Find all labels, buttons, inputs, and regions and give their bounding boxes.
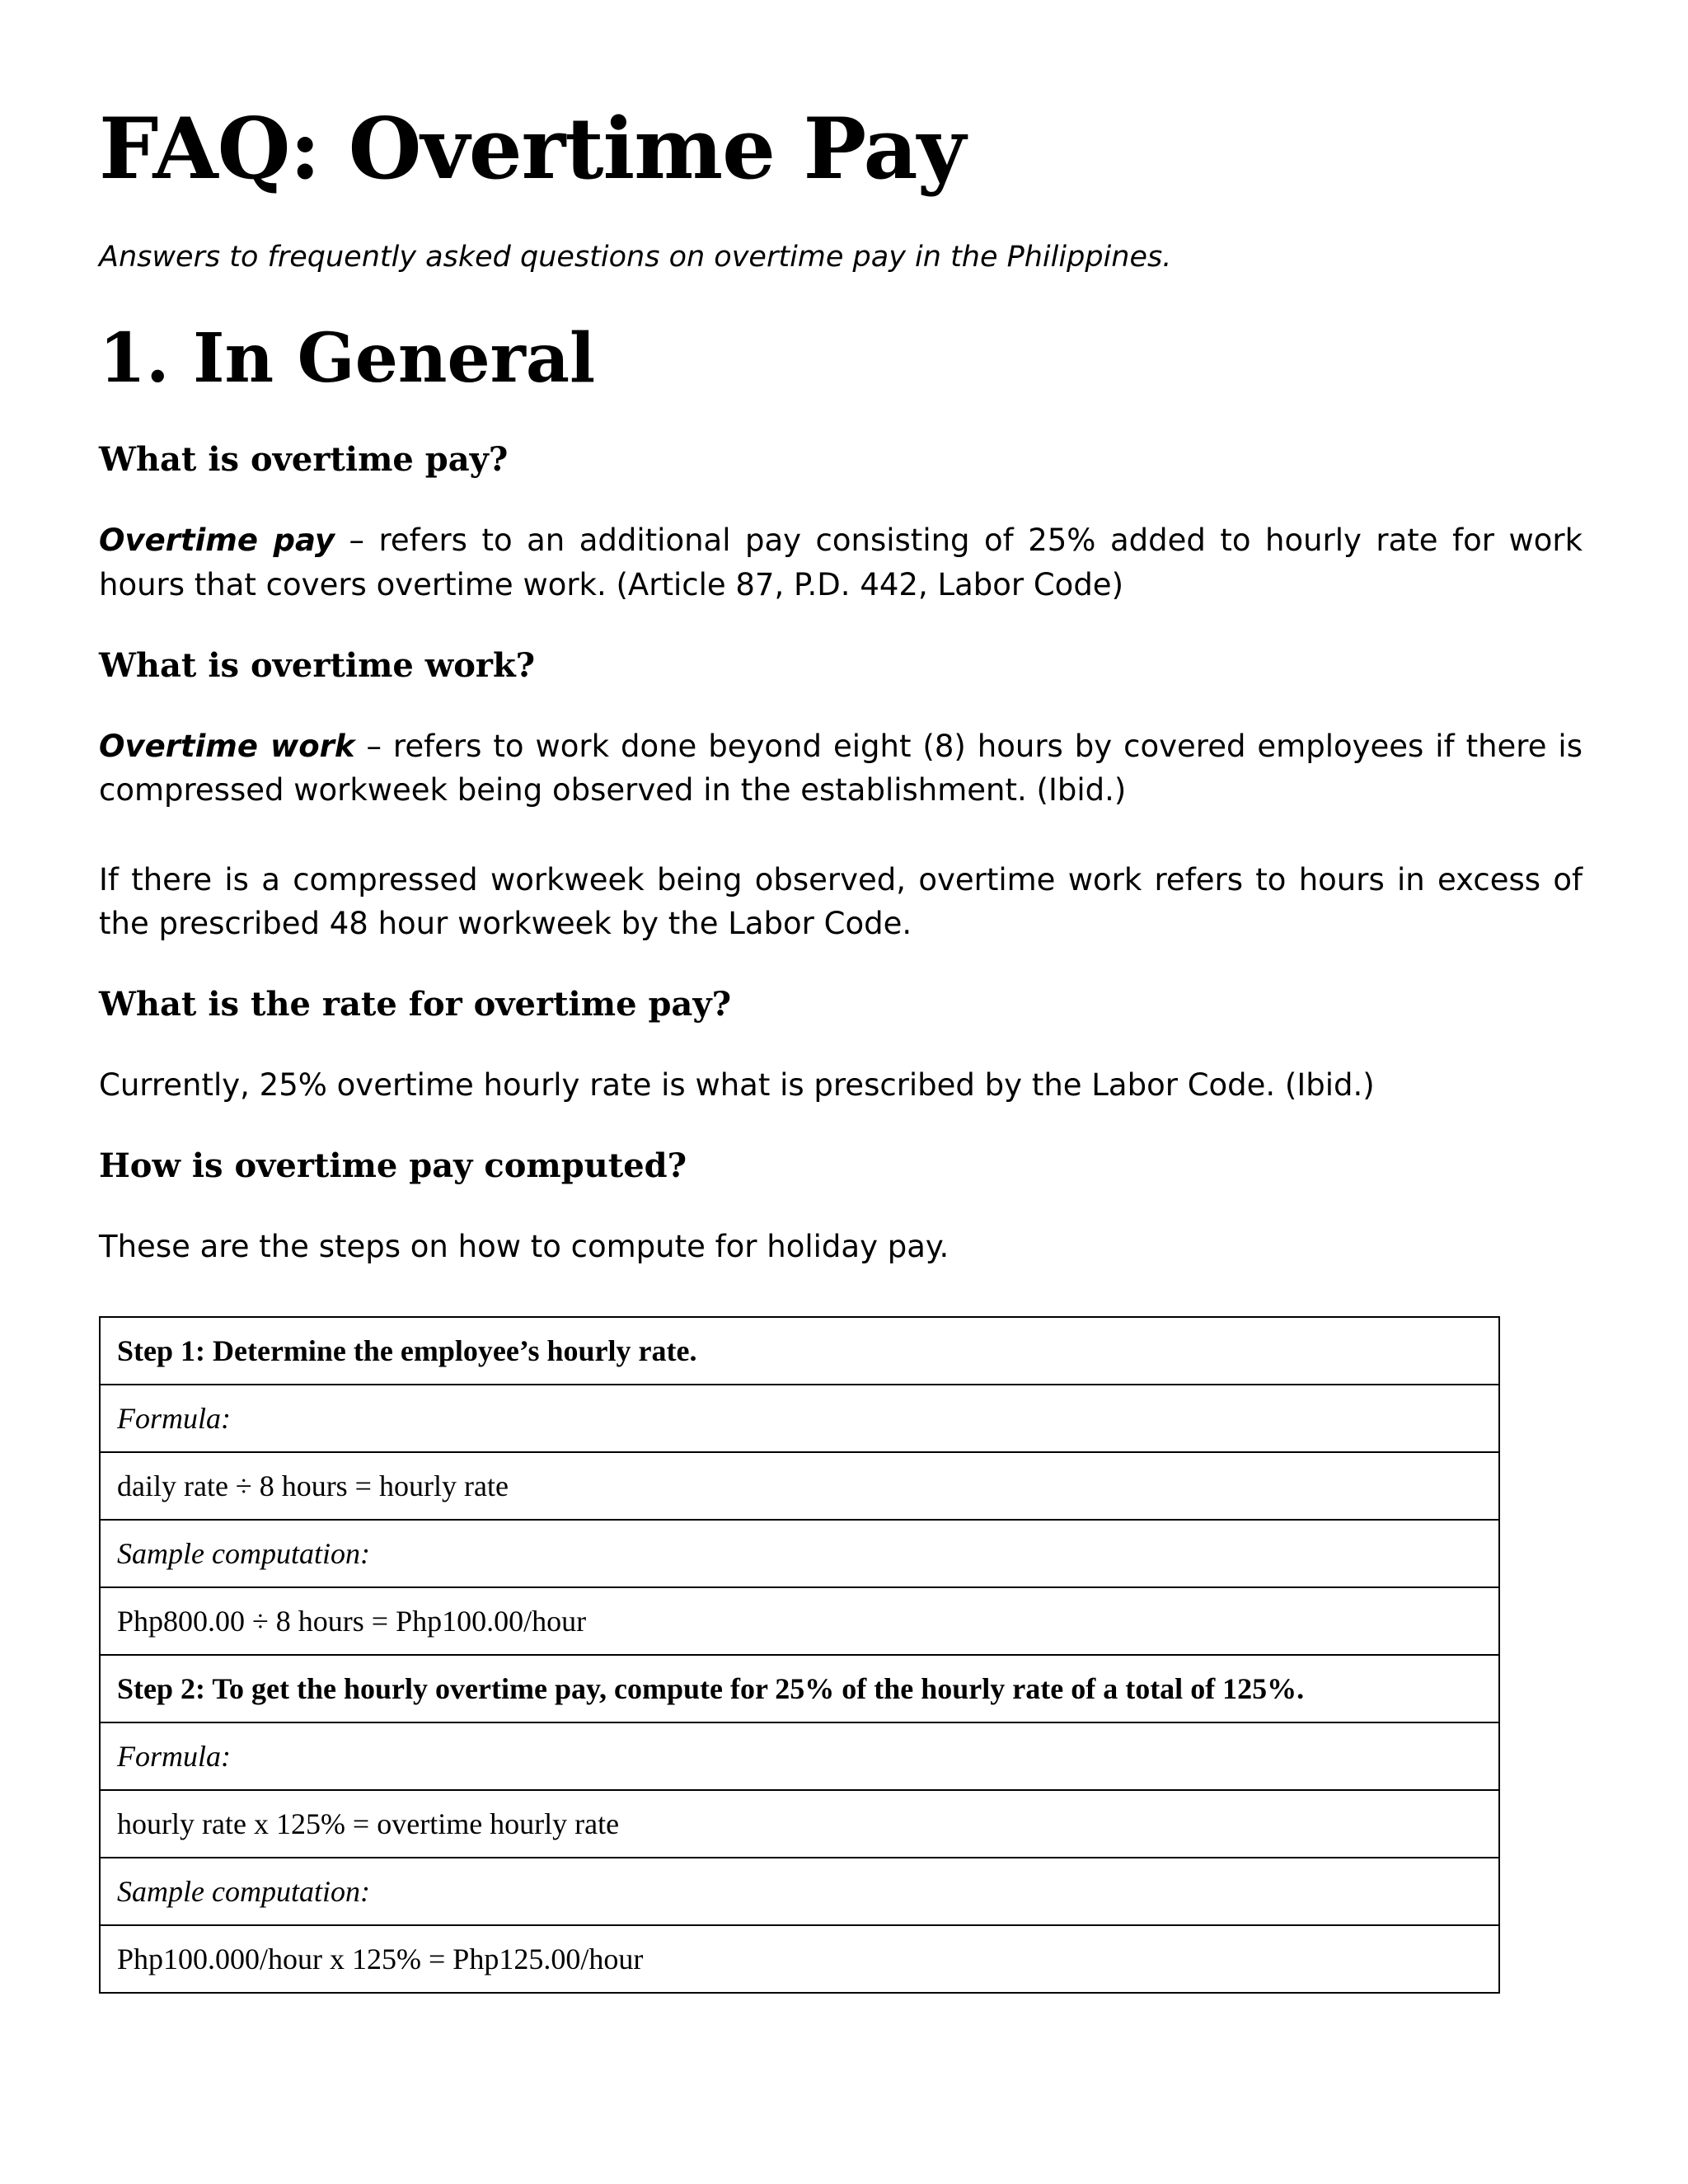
- page-title: FAQ: Overtime Pay: [99, 100, 965, 199]
- table-row: [100, 1317, 1499, 1385]
- question-overtime-computation: How is overtime pay computed?: [99, 1146, 687, 1185]
- table-row: [100, 1452, 1499, 1520]
- section-heading: 1. In General: [99, 318, 596, 398]
- step-1-formula-label: Formula:: [100, 1385, 1499, 1452]
- document-page: [99, 99, 1582, 1994]
- question-overtime-rate: What is the rate for overtime pay?: [99, 985, 732, 1024]
- table-row: [100, 1385, 1499, 1452]
- answer-overtime-work: [99, 724, 1582, 813]
- computation-steps-table: [99, 1316, 1500, 1994]
- step-1-sample: Php800.00 ÷ 8 hours = Php100.00/hour: [100, 1587, 1499, 1655]
- definition-overtime-pay: – refers to an additional pay consisting of 25% added to hourly rate for work hours that covers overtime work. (Article 87, P.D. 442, Labor Code): [99, 523, 1582, 602]
- step-1-heading: Step 1: Determine the employee’s hourly rate.: [100, 1317, 1499, 1385]
- page-subtitle: Answers to frequently asked questions on overtime pay in the Philippines.: [99, 241, 1172, 274]
- step-1-sample-label: Sample computation:: [100, 1520, 1499, 1587]
- question-overtime-work: What is overtime work?: [99, 645, 536, 685]
- answer-overtime-work-extra: If there is a compressed workweek being observed, overtime work refers to hours in excess of the prescribed 48 hour workweek by the Labor Code.: [99, 861, 1582, 942]
- answer-overtime-pay: [99, 518, 1582, 607]
- table-row: [100, 1587, 1499, 1655]
- table-row: [100, 1925, 1499, 1993]
- table-row: [100, 1722, 1499, 1790]
- answer-overtime-computation: These are the steps on how to compute for holiday pay.: [99, 1228, 950, 1264]
- table-row: [100, 1858, 1499, 1925]
- term-overtime-pay: Overtime pay: [99, 523, 335, 559]
- definition-overtime-work: – refers to work done beyond eight (8) hours by covered employees if there is compressed workweek being observed in the establishment. (Ibid.): [99, 728, 1582, 808]
- step-1-formula: daily rate ÷ 8 hours = hourly rate: [100, 1452, 1499, 1520]
- answer-overtime-rate: Currently, 25% overtime hourly rate is what is prescribed by the Labor Code. (Ibid.): [99, 1067, 1375, 1104]
- step-2-sample-label: Sample computation:: [100, 1858, 1499, 1925]
- step-2-formula-label: Formula:: [100, 1722, 1499, 1790]
- step-2-heading: Step 2: To get the hourly overtime pay, compute for 25% of the hourly rate of a total of 125%.: [100, 1655, 1499, 1722]
- term-overtime-work: Overtime work: [99, 728, 355, 764]
- table-row: [100, 1655, 1499, 1722]
- step-2-sample: Php100.000/hour x 125% = Php125.00/hour: [100, 1925, 1499, 1993]
- table-row: [100, 1520, 1499, 1587]
- table-row: [100, 1790, 1499, 1858]
- step-2-formula: hourly rate x 125% = overtime hourly rate: [100, 1790, 1499, 1858]
- question-overtime-pay: What is overtime pay?: [99, 440, 509, 480]
